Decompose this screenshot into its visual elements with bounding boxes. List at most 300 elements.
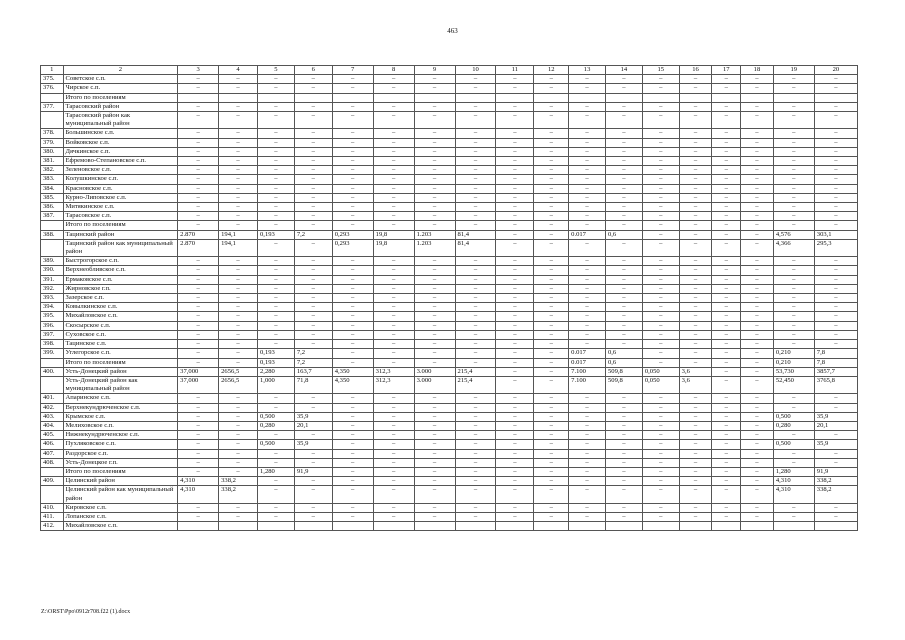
value-cell: 91,9	[294, 467, 332, 476]
value-cell: –	[712, 330, 741, 339]
value-cell: –	[642, 175, 679, 184]
value-cell: –	[642, 212, 679, 221]
column-header: 17	[712, 66, 741, 75]
value-cell: –	[741, 203, 774, 212]
value-cell: –	[373, 340, 414, 349]
value-cell: –	[679, 477, 712, 486]
row-number-cell: 392.	[41, 284, 64, 293]
column-header: 4	[219, 66, 258, 75]
value-cell: –	[294, 458, 332, 467]
value-cell: –	[496, 367, 534, 376]
value-cell: –	[712, 75, 741, 84]
value-cell: –	[814, 203, 857, 212]
value-cell: –	[741, 112, 774, 129]
value-cell: –	[373, 486, 414, 503]
value-cell: –	[642, 394, 679, 403]
value-cell: –	[496, 477, 534, 486]
value-cell: –	[642, 184, 679, 193]
value-cell: –	[258, 257, 295, 266]
value-cell: 4,576	[773, 230, 814, 239]
value-cell: –	[773, 458, 814, 467]
value-cell: –	[814, 512, 857, 521]
value-cell: –	[332, 340, 373, 349]
name-cell: Тацинский район как муниципальный район	[63, 239, 178, 256]
name-cell: Дячкинское с.п.	[63, 147, 178, 156]
value-cell: –	[178, 294, 219, 303]
value-cell: –	[332, 412, 373, 421]
value-cell: –	[258, 193, 295, 202]
value-cell: –	[605, 294, 642, 303]
value-cell: –	[496, 112, 534, 129]
value-cell: –	[178, 349, 219, 358]
value-cell: –	[569, 212, 606, 221]
value-cell: –	[642, 221, 679, 230]
value-cell: –	[712, 340, 741, 349]
value-cell: –	[712, 503, 741, 512]
value-cell: –	[455, 512, 496, 521]
value-cell: –	[373, 412, 414, 421]
value-cell: –	[496, 257, 534, 266]
column-header: 19	[773, 66, 814, 75]
value-cell: –	[258, 221, 295, 230]
value-cell: –	[773, 394, 814, 403]
value-cell: –	[455, 138, 496, 147]
value-cell: –	[642, 129, 679, 138]
value-cell: –	[569, 303, 606, 312]
table-row	[41, 367, 858, 376]
row-number-cell: 390.	[41, 266, 64, 275]
value-cell: 3,6	[679, 367, 712, 376]
value-cell	[178, 93, 219, 102]
value-cell: –	[332, 266, 373, 275]
value-cell: –	[178, 129, 219, 138]
value-cell: –	[814, 330, 857, 339]
value-cell: –	[258, 275, 295, 284]
value-cell: –	[258, 312, 295, 321]
value-cell: 53,730	[773, 367, 814, 376]
value-cell: –	[534, 157, 569, 166]
value-cell: –	[178, 112, 219, 129]
value-cell: –	[332, 166, 373, 175]
value-cell: –	[294, 512, 332, 521]
table-row	[41, 321, 858, 330]
value-cell: 1,280	[258, 467, 295, 476]
value-cell: –	[741, 486, 774, 503]
value-cell: –	[605, 458, 642, 467]
value-cell: –	[178, 138, 219, 147]
value-cell: –	[414, 512, 455, 521]
value-cell: –	[414, 440, 455, 449]
value-cell: –	[294, 275, 332, 284]
name-cell: Кировское с.п.	[63, 503, 178, 512]
value-cell: –	[569, 166, 606, 175]
value-cell: –	[741, 84, 774, 93]
value-cell: –	[373, 330, 414, 339]
value-cell: –	[294, 75, 332, 84]
value-cell: –	[414, 358, 455, 367]
value-cell: –	[679, 203, 712, 212]
row-number-cell: 399.	[41, 349, 64, 358]
value-cell: –	[373, 312, 414, 321]
value-cell: –	[178, 303, 219, 312]
row-number-cell: 397.	[41, 330, 64, 339]
value-cell: –	[294, 166, 332, 175]
value-cell: –	[712, 367, 741, 376]
value-cell: –	[455, 294, 496, 303]
value-cell: –	[219, 449, 258, 458]
value-cell: 0,193	[258, 358, 295, 367]
value-cell: –	[605, 166, 642, 175]
value-cell: 19,8	[373, 230, 414, 239]
value-cell: –	[332, 257, 373, 266]
table-header-row	[41, 66, 858, 75]
value-cell: –	[294, 294, 332, 303]
value-cell: –	[642, 84, 679, 93]
value-cell: 194,1	[219, 239, 258, 256]
value-cell: 0,193	[258, 349, 295, 358]
value-cell: –	[679, 503, 712, 512]
value-cell: –	[679, 458, 712, 467]
value-cell: –	[773, 84, 814, 93]
value-cell: –	[814, 303, 857, 312]
value-cell: –	[569, 340, 606, 349]
value-cell: –	[534, 449, 569, 458]
value-cell: –	[219, 412, 258, 421]
value-cell: –	[294, 221, 332, 230]
value-cell: –	[332, 403, 373, 412]
value-cell: –	[712, 275, 741, 284]
value-cell: –	[712, 358, 741, 367]
value-cell: –	[455, 303, 496, 312]
value-cell: –	[773, 203, 814, 212]
value-cell: –	[332, 284, 373, 293]
table-row	[41, 184, 858, 193]
value-cell: –	[258, 112, 295, 129]
value-cell: –	[605, 477, 642, 486]
table-row	[41, 503, 858, 512]
value-cell: –	[712, 266, 741, 275]
value-cell: –	[741, 367, 774, 376]
value-cell: –	[414, 349, 455, 358]
value-cell: –	[534, 239, 569, 256]
value-cell: –	[496, 403, 534, 412]
value-cell	[414, 522, 455, 531]
value-cell: –	[178, 212, 219, 221]
name-cell: Тарасовский район	[63, 102, 178, 111]
row-number-cell	[41, 376, 64, 393]
value-cell: –	[569, 266, 606, 275]
table-row	[41, 358, 858, 367]
value-cell: –	[679, 239, 712, 256]
value-cell: –	[496, 84, 534, 93]
value-cell: –	[332, 294, 373, 303]
value-cell: –	[219, 266, 258, 275]
value-cell: –	[414, 84, 455, 93]
value-cell: –	[373, 440, 414, 449]
value-cell: –	[219, 512, 258, 521]
value-cell: –	[332, 477, 373, 486]
value-cell: –	[373, 275, 414, 284]
value-cell: –	[642, 486, 679, 503]
value-cell: –	[679, 112, 712, 129]
value-cell: –	[496, 221, 534, 230]
name-cell: Крымское с.п.	[63, 412, 178, 421]
value-cell: –	[332, 212, 373, 221]
value-cell: –	[455, 477, 496, 486]
value-cell: –	[294, 284, 332, 293]
value-cell: –	[455, 440, 496, 449]
value-cell: –	[569, 330, 606, 339]
value-cell: –	[741, 239, 774, 256]
value-cell: –	[712, 412, 741, 421]
value-cell: –	[642, 358, 679, 367]
value-cell: –	[605, 157, 642, 166]
value-cell: –	[496, 102, 534, 111]
value-cell: –	[414, 321, 455, 330]
value-cell: –	[773, 312, 814, 321]
value-cell: 71,8	[294, 376, 332, 393]
value-cell: –	[373, 147, 414, 156]
name-cell: Углегорское с.п.	[63, 349, 178, 358]
value-cell: 7,2	[294, 349, 332, 358]
column-header: 8	[373, 66, 414, 75]
value-cell: –	[814, 138, 857, 147]
value-cell: 0.017	[569, 230, 606, 239]
value-cell: –	[219, 193, 258, 202]
value-cell: –	[679, 275, 712, 284]
value-cell: 91,9	[814, 467, 857, 476]
value-cell: –	[414, 449, 455, 458]
value-cell: –	[414, 175, 455, 184]
value-cell: 3.000	[414, 367, 455, 376]
value-cell: –	[496, 512, 534, 521]
value-cell: –	[373, 221, 414, 230]
value-cell: 7,2	[294, 358, 332, 367]
value-cell: –	[534, 321, 569, 330]
value-cell: 35,9	[294, 440, 332, 449]
value-cell: –	[679, 467, 712, 476]
value-cell: –	[496, 303, 534, 312]
row-number-cell: 387.	[41, 212, 64, 221]
value-cell: 1,280	[773, 467, 814, 476]
table-row	[41, 394, 858, 403]
table-row	[41, 175, 858, 184]
name-cell: Большинское с.п.	[63, 129, 178, 138]
value-cell: –	[814, 157, 857, 166]
value-cell: –	[569, 486, 606, 503]
value-cell: –	[414, 157, 455, 166]
value-cell: –	[773, 102, 814, 111]
value-cell: –	[712, 294, 741, 303]
value-cell: –	[455, 486, 496, 503]
value-cell: –	[332, 440, 373, 449]
value-cell: –	[534, 458, 569, 467]
value-cell: –	[679, 175, 712, 184]
value-cell	[605, 93, 642, 102]
value-cell: –	[712, 467, 741, 476]
value-cell: –	[569, 449, 606, 458]
value-cell: –	[178, 330, 219, 339]
value-cell: –	[773, 212, 814, 221]
value-cell: –	[414, 184, 455, 193]
value-cell: –	[773, 403, 814, 412]
value-cell: –	[455, 421, 496, 430]
value-cell: 0,6	[605, 349, 642, 358]
value-cell: –	[741, 477, 774, 486]
value-cell: –	[534, 212, 569, 221]
column-header: 7	[332, 66, 373, 75]
column-header: 15	[642, 66, 679, 75]
value-cell: –	[178, 75, 219, 84]
row-number-cell: 407.	[41, 449, 64, 458]
name-cell: Усть-Донецкое г.п.	[63, 458, 178, 467]
value-cell: –	[258, 394, 295, 403]
value-cell: –	[534, 84, 569, 93]
value-cell: –	[332, 102, 373, 111]
value-cell: –	[332, 157, 373, 166]
value-cell: 0,293	[332, 239, 373, 256]
value-cell: –	[332, 221, 373, 230]
value-cell: 295,3	[814, 239, 857, 256]
name-cell: Суховское с.п.	[63, 330, 178, 339]
value-cell: –	[814, 294, 857, 303]
value-cell: –	[605, 257, 642, 266]
value-cell: –	[605, 303, 642, 312]
value-cell	[455, 93, 496, 102]
value-cell: –	[712, 84, 741, 93]
value-cell: –	[679, 266, 712, 275]
table-row	[41, 129, 858, 138]
value-cell: –	[679, 321, 712, 330]
value-cell: –	[455, 394, 496, 403]
value-cell	[455, 522, 496, 531]
value-cell: 509,8	[605, 376, 642, 393]
value-cell: –	[773, 284, 814, 293]
value-cell: –	[414, 477, 455, 486]
table-row	[41, 112, 858, 129]
value-cell: –	[496, 138, 534, 147]
value-cell: –	[332, 175, 373, 184]
value-cell: 4,310	[178, 486, 219, 503]
value-cell	[679, 93, 712, 102]
value-cell: –	[534, 512, 569, 521]
value-cell: –	[569, 157, 606, 166]
value-cell: –	[414, 212, 455, 221]
value-cell: –	[455, 212, 496, 221]
name-cell: Михайловское с.п.	[63, 522, 178, 531]
value-cell: –	[712, 138, 741, 147]
value-cell: 0,050	[642, 376, 679, 393]
value-cell: –	[294, 403, 332, 412]
value-cell: –	[373, 112, 414, 129]
row-number-cell: 386.	[41, 203, 64, 212]
name-cell: Ковылкинское с.п.	[63, 303, 178, 312]
value-cell: –	[569, 440, 606, 449]
value-cell: –	[712, 421, 741, 430]
value-cell: –	[814, 166, 857, 175]
value-cell: 312,3	[373, 367, 414, 376]
value-cell: –	[455, 284, 496, 293]
value-cell: –	[741, 321, 774, 330]
value-cell: –	[679, 412, 712, 421]
column-header: 12	[534, 66, 569, 75]
value-cell: –	[605, 275, 642, 284]
value-cell: –	[332, 321, 373, 330]
value-cell: –	[219, 340, 258, 349]
value-cell: –	[679, 257, 712, 266]
value-cell: –	[534, 358, 569, 367]
value-cell: –	[741, 330, 774, 339]
value-cell: –	[294, 477, 332, 486]
column-header: 2	[63, 66, 178, 75]
value-cell: –	[712, 284, 741, 293]
value-cell: –	[455, 321, 496, 330]
value-cell: –	[534, 203, 569, 212]
table-row	[41, 512, 858, 521]
value-cell: –	[219, 467, 258, 476]
value-cell: –	[178, 257, 219, 266]
row-number-cell: 383.	[41, 175, 64, 184]
name-cell: Апаринское с.п.	[63, 394, 178, 403]
value-cell: –	[569, 431, 606, 440]
value-cell: –	[741, 458, 774, 467]
value-cell: 509,8	[605, 367, 642, 376]
value-cell: –	[814, 212, 857, 221]
value-cell: –	[294, 212, 332, 221]
value-cell: –	[373, 203, 414, 212]
value-cell: –	[414, 394, 455, 403]
value-cell: 7.100	[569, 376, 606, 393]
value-cell: –	[455, 175, 496, 184]
value-cell: 7,8	[814, 358, 857, 367]
value-cell: –	[642, 147, 679, 156]
value-cell: –	[414, 102, 455, 111]
value-cell: –	[496, 75, 534, 84]
value-cell: –	[741, 412, 774, 421]
value-cell: –	[605, 75, 642, 84]
value-cell: 338,2	[219, 486, 258, 503]
value-cell: –	[219, 458, 258, 467]
value-cell: 2.870	[178, 230, 219, 239]
value-cell: –	[569, 138, 606, 147]
value-cell: –	[642, 193, 679, 202]
value-cell: –	[569, 467, 606, 476]
value-cell: –	[219, 312, 258, 321]
value-cell: –	[373, 449, 414, 458]
value-cell: –	[178, 449, 219, 458]
value-cell: –	[605, 212, 642, 221]
value-cell: –	[373, 503, 414, 512]
value-cell: –	[741, 503, 774, 512]
value-cell: –	[679, 193, 712, 202]
value-cell: –	[219, 84, 258, 93]
table-row	[41, 84, 858, 93]
value-cell: –	[534, 75, 569, 84]
value-cell: –	[258, 129, 295, 138]
value-cell: –	[741, 257, 774, 266]
value-cell: –	[373, 458, 414, 467]
value-cell: –	[814, 321, 857, 330]
column-header: 1	[41, 66, 64, 75]
value-cell: –	[534, 166, 569, 175]
value-cell: –	[219, 284, 258, 293]
table-row	[41, 193, 858, 202]
value-cell: –	[294, 257, 332, 266]
value-cell: –	[773, 512, 814, 521]
value-cell: –	[534, 376, 569, 393]
value-cell: –	[496, 376, 534, 393]
value-cell: –	[178, 221, 219, 230]
